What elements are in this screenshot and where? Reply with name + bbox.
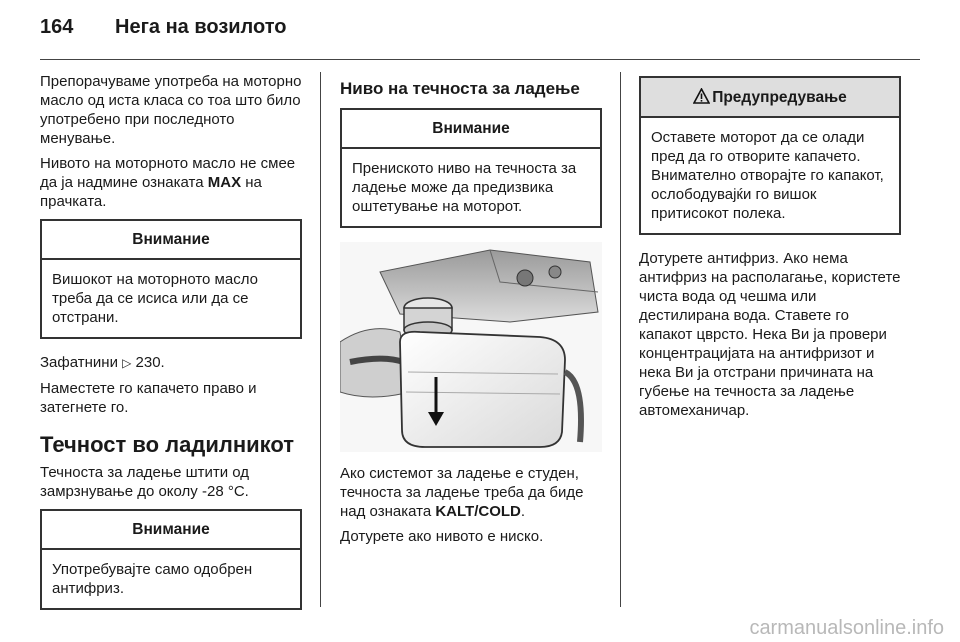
column-right	[639, 72, 901, 426]
warning-box	[639, 76, 901, 235]
caution-box-coolant-level	[340, 108, 602, 228]
caution-title: Внимание	[342, 110, 600, 149]
reference-arrow-icon: ▷	[122, 356, 132, 370]
top-up-paragraph: Дотурете ако нивото е ниско.	[340, 528, 544, 545]
header-divider	[40, 59, 920, 60]
caution-text: Вишокот на моторното масло треба да се исиса или да се отстрани.	[52, 271, 258, 326]
coolant-check-paragraph: Ако системот за ладење е студен, течноста за ладење треба да биде над ознаката KALT/COLD.	[340, 465, 584, 520]
caution-text: Прениското ниво на течноста за ладење може да предизвика оштетување на моторот.	[352, 160, 577, 215]
page-title: Нега на возилото	[115, 16, 287, 38]
watermark: carmanualsonline.info	[749, 617, 944, 639]
caution-title: Внимание	[42, 511, 300, 550]
coolant-protection-paragraph: Течноста за ладење штити од замрзнување до околу -28 °C.	[40, 464, 250, 500]
caution-box-oil	[40, 219, 302, 339]
column-divider-right	[620, 72, 621, 607]
coolant-reservoir-illustration	[340, 242, 602, 452]
warning-text: Оставете моторот да се олади пред да го отворите капачето. Внимателно отворајте го капакот, ослободувајќи го вишок притисокот полека.	[651, 129, 884, 222]
coolant-level-heading: Ниво на течноста за ладење	[340, 79, 580, 98]
cap-paragraph: Наместете го капачето право и затегнете го.	[40, 380, 257, 416]
oil-grade-paragraph: Препорачуваме употреба на моторно масло од иста класа со тоа што било употребено при последното менување.	[40, 73, 302, 147]
page-number: 164	[40, 16, 74, 38]
oil-level-paragraph: Нивото на моторното масло не смее да ја надмине ознаката MAX на прачката.	[40, 155, 296, 210]
caution-box-antifreeze	[40, 509, 302, 610]
antifreeze-paragraph: Дотурете антифриз. Ако нема антифриз на располагање, користете чиста вода од чешма или дестилирана вода. Ставете го капакот цврсто. Нека Ви ја провери концентрацијата на антифризот и нека Ви ја отстрани причината на губење на течноста за ладење автомеханичар.	[639, 250, 901, 419]
column-left	[40, 72, 302, 624]
column-middle	[340, 72, 602, 552]
caution-text: Употребувајте само одобрен антифриз.	[52, 561, 253, 597]
column-divider-left	[320, 72, 321, 607]
section-heading-coolant: Течност во ладилникот	[40, 432, 295, 457]
capacities-reference[interactable]: Зафатнини ▷ 230.	[40, 354, 165, 371]
caution-title: Внимание	[42, 221, 300, 260]
kalt-cold-mark: KALT/COLD	[435, 503, 521, 520]
warning-triangle-icon	[693, 88, 710, 104]
max-mark: MAX	[207, 174, 242, 191]
page-header	[0, 0, 960, 62]
warning-title: Предупредување	[641, 78, 899, 118]
